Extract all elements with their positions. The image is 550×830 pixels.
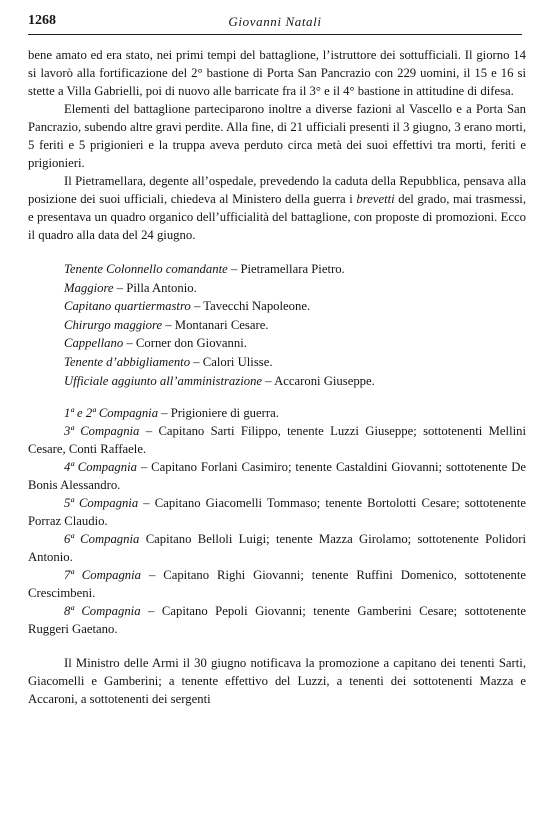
company-officers: Capitano Sarti Filippo, tenente Luzzi Giuseppe; sottotenenti Mellini Cesare, Conti Raffaele. [28,424,526,457]
staff-role: Tenente d’abbigliamento [64,354,191,369]
staff-role: Chirurgo maggiore [64,317,163,332]
company-label: 7ª Compagnia [64,568,141,583]
paragraph-continuation: bene amato ed era stato, nei primi tempi del battaglione, l’istruttore dei sottufficiali. Il giorno 14 si lavorò alla fortificazione del 2° bastione di Porta San Pancrazio con 229 uomini, il 15 e 16 si stette a Villa Gabrielli, poi di nuovo alle barricate fra il 3° e il 4° bastione in attitudine di difesa. [28,48,526,98]
company-entry: 4ª Compagnia – Capitano Forlani Casimiro; tenente Castaldini Giovanni; sottotenente De Bonis Alessandro. [28,460,527,493]
staff-name: Pilla Antonio. [126,280,197,295]
company-label: 5ª Compagnia [64,496,139,511]
company-label: 4ª Compagnia [64,460,137,475]
paragraph-closing: Il Ministro delle Armi il 30 giugno notificava la promozione a capitano dei tenenti Sarti, Giacomelli e Gamberini; a tenente effettivo del Luzzi, a tenenti dei sottotenenti Mazza e Accaroni, a sottotenenti dei sergenti [28,656,526,707]
staff-entry: Tenente Colonnello comandante – Pietramellara Pietro. [64,262,345,276]
company-officers: Capitano Forlani Casimiro; tenente Castaldini Giovanni; sottotenente De Bonis Alessandro. [28,460,527,493]
staff-name: Tavecchi Napoleone. [203,299,311,314]
company-entry: 5ª Compagnia – Capitano Giacomelli Tommaso; tenente Bortolotti Cesare; sottotenente Porraz Claudio. [28,496,527,529]
staff-name: Montanari Cesare. [174,317,269,332]
company-label: 1ª e 2ª Compagnia [64,406,159,421]
company-officers: Prigioniere di guerra. [170,406,279,421]
header-rule [28,34,522,35]
staff-entry: Chirurgo maggiore – Montanari Cesare. [64,317,269,332]
staff-list [28,260,526,390]
company-entry: 1ª e 2ª Compagnia – Prigioniere di guerra. [64,406,279,421]
staff-role: Cappellano [64,336,124,351]
staff-role: Maggiore [64,280,114,295]
page-number: 1268 [28,13,56,28]
company-label: 6ª Compagnia [64,532,140,547]
staff-name: Calori Ulisse. [202,354,273,369]
company-officers: Capitano Pepoli Giovanni; tenente Gamberini Cesare; sottotenente Ruggeri Gaetano. [28,604,527,637]
staff-role: Ufficiale aggiunto all’amministrazione [64,373,263,388]
staff-name: Pietramellara Pietro. [240,262,345,276]
staff-entry: Capitano quartiermastro – Tavecchi Napoleone. [64,299,311,314]
staff-entry: Maggiore – Pilla Antonio. [64,280,197,295]
company-label: 8ª Compagnia [64,604,141,619]
staff-entry: Ufficiale aggiunto all’amministrazione – Accaroni Giuseppe. [64,373,375,388]
company-officers: Capitano Giacomelli Tommaso; tenente Bortolotti Cesare; sottotenente Porraz Claudio. [28,496,527,529]
page-body [28,46,526,708]
company-entry [28,530,526,566]
staff-role: Capitano quartiermastro [64,299,191,314]
staff-name: Accaroni Giuseppe. [274,373,375,388]
staff-entry: Cappellano – Corner don Giovanni. [64,336,247,351]
staff-name: Corner don Giovanni. [135,336,247,351]
company-entry: 7ª Compagnia – Capitano Righi Giovanni; tenente Ruffini Domenico, sottotenente Crescimbeni. [28,568,527,601]
company-officers: Capitano Belloli Luigi; tenente Mazza Girolamo; sottotenente Polidori Antonio. [28,532,527,565]
company-label: 3ª Compagnia [64,424,140,439]
paragraph-losses: Elementi del battaglione parteciparono inoltre a diverse fazioni al Vascello e a Porta San Pancrazio, subendo altre gravi perdite. Alla fine, di 21 ufficiali presenti il 3 giugno, 3 erano morti, 5 feriti e 5 prigionieri e la truppa aveva perduto circa metà dei suoi effettivi tra morti, feriti e prigionieri. [28,102,526,170]
company-officers: Capitano Righi Giovanni; tenente Ruffini Domenico, sottotenente Crescimbeni. [28,568,527,601]
staff-role: Tenente Colonnello comandante [64,262,228,276]
company-entry: 3ª Compagnia – Capitano Sarti Filippo, tenente Luzzi Giuseppe; sottotenenti Mellini Cesare, Conti Raffaele. [28,424,526,457]
company-entry: 8ª Compagnia – Capitano Pepoli Giovanni; tenente Gamberini Cesare; sottotenente Ruggeri Gaetano. [28,604,527,637]
page-header [28,10,522,32]
paragraph-pietramellara: Il Pietramellara, degente all’ospedale, prevedendo la caduta della Repubblica, pensava alla posizione dei suoi ufficiali, chiedeva al Ministero della guerra i brevetti del grado, mai trasmessi, e presentava un quadro organico dell’ufficialità del battaglione, con proposte di promozioni. Ecco il quadro alla data del 24 giugno. [28,174,526,242]
company-list [28,404,526,638]
staff-entry: Tenente d’abbigliamento – Calori Ulisse. [64,354,273,369]
running-head: Giovanni Natali [228,14,322,29]
